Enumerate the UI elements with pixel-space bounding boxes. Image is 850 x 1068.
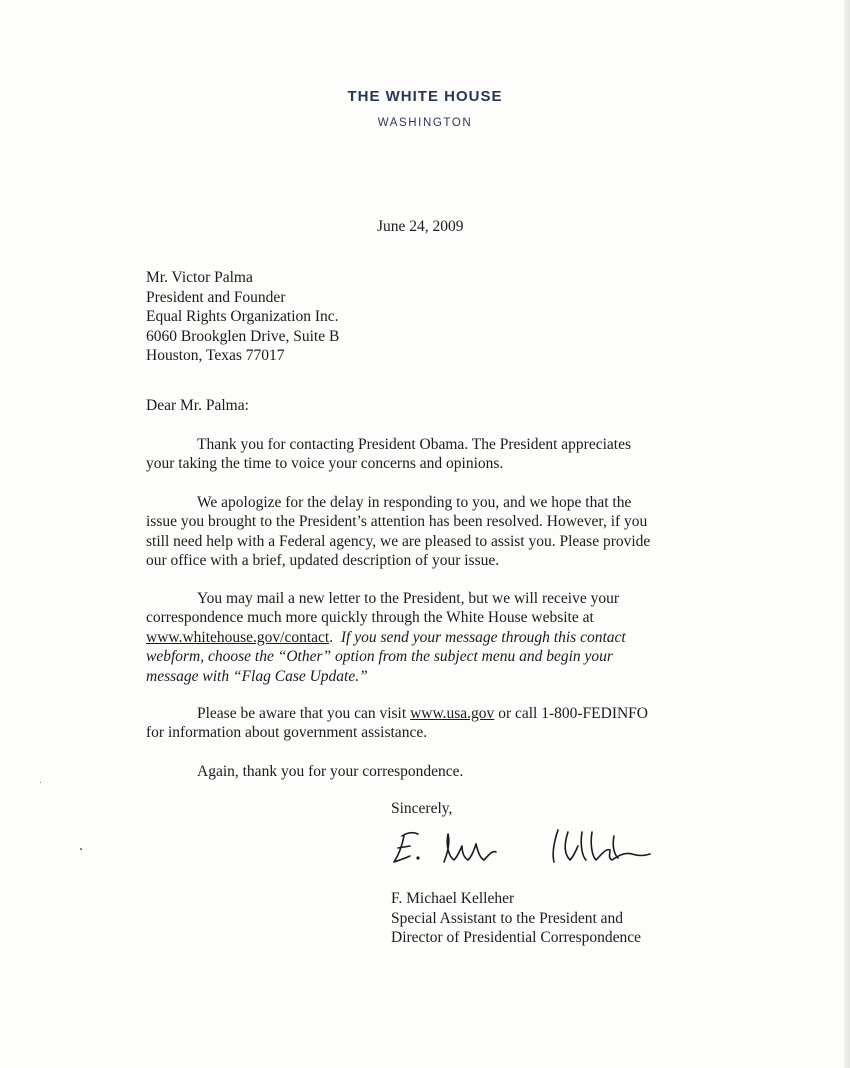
paragraph-4	[146, 704, 716, 743]
paragraph-line: We apologize for the delay in responding to you, and we hope that the	[197, 494, 632, 511]
paragraph-line: issue you brought to the President’s attention has been resolved. However, if you	[146, 513, 648, 531]
paragraph-line: correspondence much more quickly through the White House website at	[146, 609, 594, 627]
signer-title: Director of Presidential Correspondence	[391, 929, 642, 946]
signer-block	[391, 889, 641, 948]
paragraph-3	[146, 589, 716, 686]
signer-name: F. Michael Kelleher	[391, 890, 515, 907]
paragraph-line: our office with a brief, updated description of your issue.	[146, 552, 500, 570]
address-line: President and Founder	[146, 288, 286, 306]
paragraph-2	[146, 493, 716, 571]
usa-gov-link[interactable]: www.usa.gov	[410, 705, 495, 722]
page-edge	[844, 0, 850, 1068]
letter-date: June 24, 2009	[377, 218, 464, 235]
whitehouse-contact-link[interactable]: www.whitehouse.gov/contact	[146, 628, 330, 646]
paragraph-line: webform, choose the “Other” option from the subject menu and begin your	[146, 648, 613, 666]
handwritten-signature	[388, 822, 658, 872]
address-line: Equal Rights Organization Inc.	[146, 308, 339, 325]
scan-speck	[80, 848, 82, 850]
address-line: 6060 Brookglen Drive, Suite B	[146, 327, 340, 345]
paragraph-1	[146, 435, 716, 474]
address-line: Mr. Victor Palma	[146, 269, 253, 286]
paragraph-line: still need help with a Federal agency, we are pleased to assist you. Please provide	[146, 532, 651, 550]
paragraph-line: Thank you for contacting President Obama. The President appreciates	[197, 436, 632, 453]
italic-instruction: If you send your message through this contact	[340, 628, 626, 646]
address-line: Houston, Texas 77017	[146, 347, 285, 364]
paragraph-line: your taking the time to voice your concerns and opinions.	[146, 455, 504, 473]
scan-speck	[40, 782, 41, 783]
paragraph-line: message with “Flag Case Update.”	[146, 667, 368, 685]
paragraph-line	[146, 704, 716, 723]
recipient-address	[146, 268, 339, 366]
letterhead-subtitle: WASHINGTON	[377, 117, 473, 129]
text-before-link: Please be aware that you can visit	[197, 705, 411, 722]
paragraph-line: for information about government assistance.	[146, 724, 428, 742]
closing: Sincerely,	[391, 800, 453, 817]
link-punctuation: .	[329, 628, 334, 646]
paragraph-line	[146, 628, 716, 647]
paragraph-line: You may mail a new letter to the President, but we will receive your	[197, 590, 619, 607]
letterhead-title: THE WHITE HOUSE	[347, 88, 503, 105]
text-after-link: or call 1-800-FEDINFO	[494, 705, 648, 722]
signer-title: Special Assistant to the President and	[391, 909, 624, 927]
paragraph-line: Again, thank you for your correspondence.	[197, 763, 464, 780]
paragraph-5	[146, 762, 716, 781]
salutation: Dear Mr. Palma:	[146, 397, 249, 414]
